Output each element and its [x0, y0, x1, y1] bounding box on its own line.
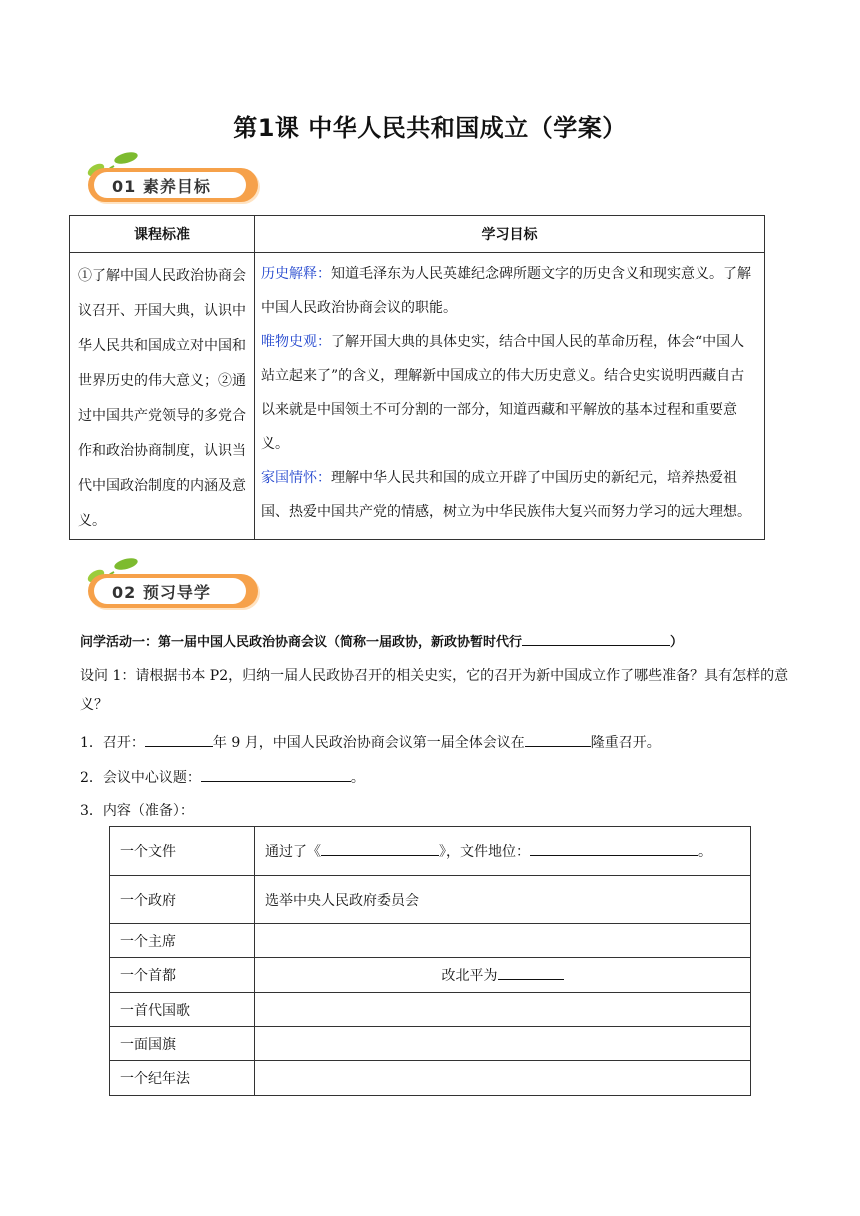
- section-label: 02 预习导学: [112, 583, 211, 602]
- item-text: 。: [350, 770, 365, 786]
- row-key: 一个纪年法: [110, 1061, 255, 1096]
- item-text: 年 9 月，中国人民政治协商会议第一届全体会议在: [212, 735, 525, 751]
- row-key: 一个首都: [110, 958, 255, 993]
- row-key: 一个政府: [110, 876, 255, 924]
- row-key: 一个主席: [110, 924, 255, 958]
- section-label: 01 素养目标: [112, 177, 211, 196]
- table-row: [110, 958, 751, 993]
- cell-text: 改北平为: [441, 968, 498, 984]
- blank-field[interactable]: [321, 841, 439, 856]
- blank-field[interactable]: [145, 732, 213, 747]
- row-value[interactable]: [255, 1027, 751, 1061]
- objective-materialism: [261, 325, 758, 461]
- table-row: [110, 876, 751, 924]
- table-row: [110, 993, 751, 1027]
- header-standard: 课程标准: [70, 216, 255, 253]
- objective-history: [261, 257, 758, 325]
- goals-table: [69, 215, 765, 540]
- row-value[interactable]: [255, 993, 751, 1027]
- row-value: 选举中央人民政府委员会: [255, 876, 751, 924]
- blank-field[interactable]: [201, 767, 351, 782]
- blank-field[interactable]: [525, 732, 591, 747]
- objective-text: 了解开国大典的具体史实，结合中国人民的革命历程，体会“中国人站立起来了”的含义，理解新中国成立的伟大历史意义。结合史实说明西藏自古以来就是中国领土不可分割的一部分，知道西藏和平解放的基本过程和重要意义。: [261, 334, 745, 452]
- question-text: 设问 1：请根据书本 P2，归纳一届人民政协召开的相关史实，它的召开为新中国成立作了哪些准备？具有怎样的意义？: [80, 668, 789, 713]
- item-1: [80, 732, 661, 753]
- row-value: [255, 958, 751, 993]
- row-key: 一面国旗: [110, 1027, 255, 1061]
- section-badge-goals: [80, 150, 260, 206]
- objective-label: 唯物史观：: [261, 334, 331, 350]
- item-2: [80, 767, 365, 788]
- item-text: 2．会议中心议题：: [80, 770, 201, 786]
- objective-patriotism: [261, 461, 758, 529]
- objective-label: 历史解释：: [261, 266, 331, 282]
- row-value[interactable]: [255, 1061, 751, 1096]
- activity-heading: [80, 631, 683, 653]
- cell-text: 》，文件地位：: [439, 844, 530, 860]
- activity-heading-text: 问学活动一：第一届中国人民政治协商会议（简称一届政协，新政协暂时代行: [80, 635, 523, 650]
- objective-label: 家国情怀：: [261, 470, 331, 486]
- cell-text: 通过了《: [265, 844, 321, 860]
- table-row: [110, 827, 751, 876]
- row-value: [255, 827, 751, 876]
- blank-field[interactable]: [498, 965, 564, 980]
- table-row: [110, 924, 751, 958]
- cell-text: 。: [698, 844, 712, 860]
- item-text: 1．召开：: [80, 735, 145, 751]
- objective-text: 知道毛泽东为人民英雄纪念碑所题文字的历史含义和现实意义。了解中国人民政治协商会议的职能。: [261, 266, 751, 316]
- blank-field[interactable]: [530, 841, 698, 856]
- objective-text: 理解中华人民共和国的成立开辟了中国历史的新纪元，培养热爱祖国、热爱中国共产党的情感，树立为中华民族伟大复兴而努力学习的远大理想。: [261, 470, 751, 520]
- content-table: [109, 826, 751, 1096]
- table-row: [110, 1027, 751, 1061]
- header-objective: 学习目标: [255, 216, 765, 253]
- row-key: 一个文件: [110, 827, 255, 876]
- standard-text: ①了解中国人民政治协商会议召开、开国大典，认识中华人民共和国成立对中国和世界历史的伟大意义；②通过中国共产党领导的多党合作和政治协商制度，认识当代中国政治制度的内涵及意义。: [70, 253, 255, 540]
- activity-heading-close: ）: [670, 635, 684, 650]
- section-badge-preview: [80, 556, 260, 612]
- item-3: 3．内容（准备）：: [80, 803, 194, 819]
- objectives-cell: [255, 253, 765, 540]
- row-value[interactable]: [255, 924, 751, 958]
- page-title: 第1课 中华人民共和国成立（学案）: [233, 114, 627, 142]
- table-row: [110, 1061, 751, 1096]
- item-text: 隆重召开。: [590, 735, 661, 751]
- row-key: 一首代国歌: [110, 993, 255, 1027]
- blank-field[interactable]: [522, 631, 670, 646]
